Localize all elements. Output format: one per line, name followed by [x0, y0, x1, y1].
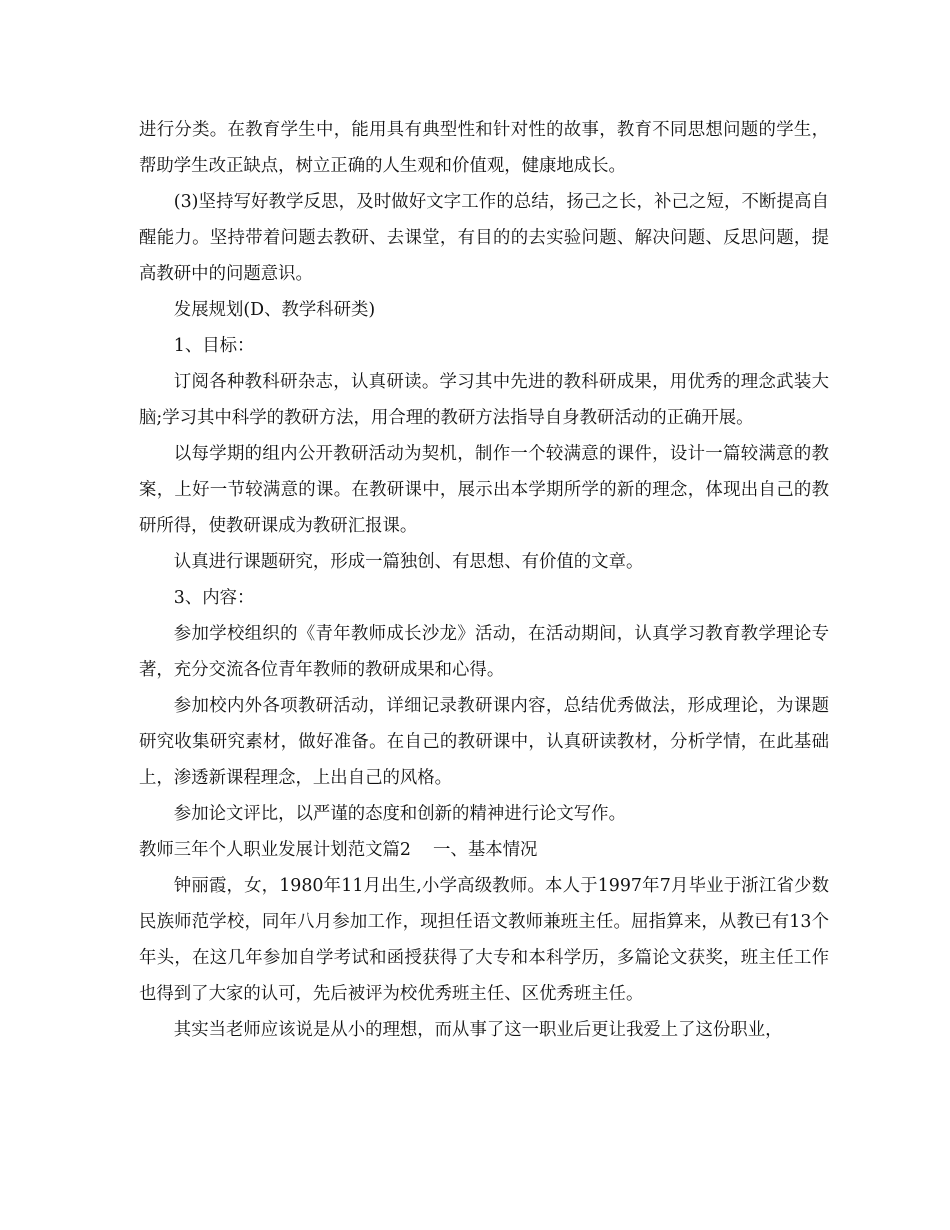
paragraph: 认真进行课题研究，形成一篇独创、有思想、有价值的文章。 — [173, 552, 644, 572]
section-heading: 发展规划(D、教学科研类) — [173, 300, 376, 320]
paragraph: 参加学校组织的《青年教师成长沙龙》活动，在活动期间，认真学习教育教学理论专著，充分交流各位青年教师的教研成果和心得。 — [139, 624, 829, 680]
paragraph: 进行分类。在教育学生中，能用具有典型性和针对性的故事，教育不同思想问题的学生，帮助学生改正缺点，树立正确的人生观和价值观，健康地成长。 — [139, 120, 829, 176]
subheading: 1、目标： — [173, 336, 255, 356]
paragraph: 参加论文评比，以严谨的态度和创新的精神进行论文写作。 — [173, 804, 626, 824]
article-heading: 教师三年个人职业发展计划范文篇2 一、基本情况 — [139, 840, 538, 860]
paragraph: (3)坚持写好教学反思，及时做好文字工作的总结，扬己之长，补己之短，不断提高自醒能力。坚持带着问题去教研、去课堂，有目的的去实验问题、解决问题、反思问题，提高教研中的问题意识。 — [139, 192, 829, 284]
paragraph: 以每学期的组内公开教研活动为契机，制作一个较满意的课件，设计一篇较满意的教案，上好一节较满意的课。在教研课中，展示出本学期所学的新的理念，体现出自己的教研所得，使教研课成为教研汇报课。 — [139, 444, 829, 536]
subheading: 3、内容： — [173, 588, 255, 608]
document-body — [139, 112, 829, 1048]
paragraph: 订阅各种教科研杂志，认真研读。学习其中先进的教科研成果，用优秀的理念武装大脑;学习其中科学的教研方法，用合理的教研方法指导自身教研活动的正确开展。 — [139, 372, 829, 428]
paragraph: 钟丽霞，女，1980年11月出生,小学高级教师。本人于1997年7月毕业于浙江省少数民族师范学校，同年八月参加工作，现担任语文教师兼班主任。屈指算来，从教已有13个年头，在这几年参加自学考试和函授获得了大专和本科学历，多篇论文获奖，班主任工作也得到了大家的认可，先后被评为校优秀班主任、区优秀班主任。 — [139, 876, 829, 1004]
paragraph: 参加校内外各项教研活动，详细记录教研课内容，总结优秀做法，形成理论，为课题研究收集研究素材，做好准备。在自己的教研课中，认真研读教材，分析学情，在此基础上，渗透新课程理念，上出自己的风格。 — [139, 696, 829, 788]
paragraph: 其实当老师应该说是从小的理想，而从事了这一职业后更让我爱上了这份职业， — [173, 1020, 783, 1040]
